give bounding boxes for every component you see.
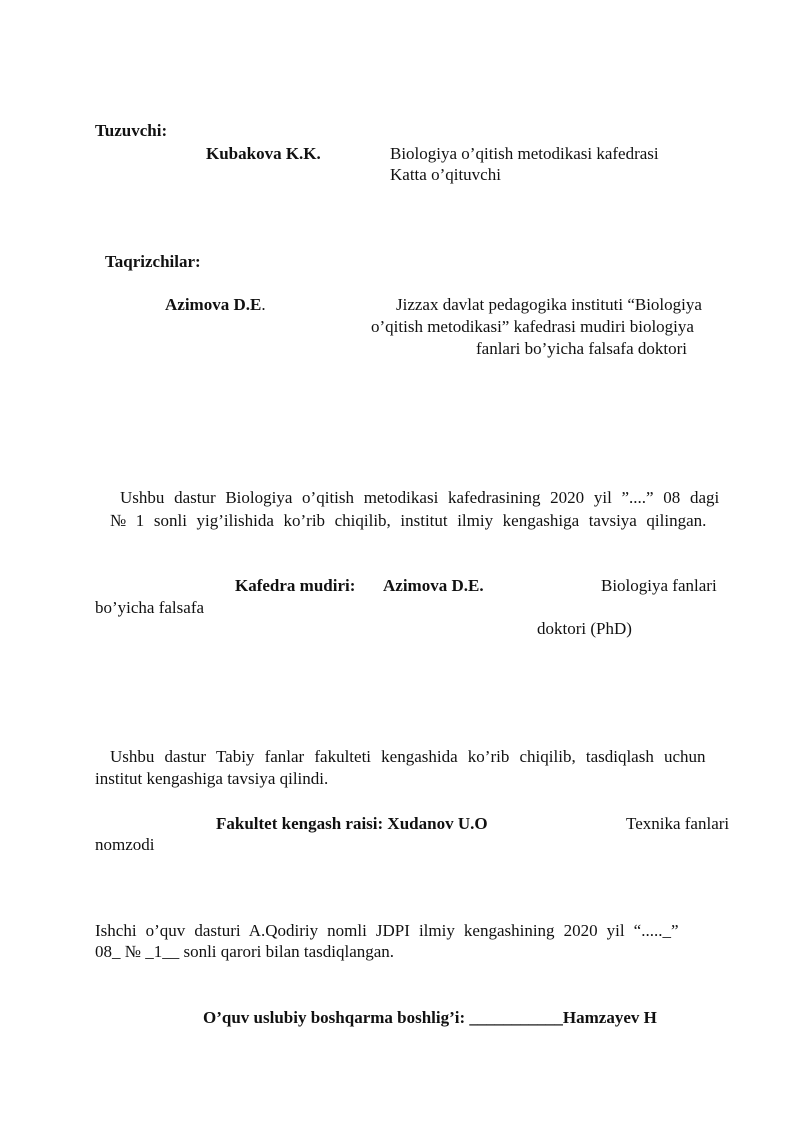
- reviewers-heading: Taqrizchilar:: [105, 252, 201, 271]
- department-head-title-part2: bo’yicha falsafa: [95, 598, 205, 617]
- reviewer-name-text: Azimova D.E: [165, 295, 262, 314]
- reviewer-name-suffix: .: [261, 295, 266, 314]
- compiler-heading: Tuzuvchi:: [95, 121, 168, 140]
- reviewer-name: [165, 294, 266, 316]
- approval-line2: 08_ № _1__ sonli qarori bilan tasdiqlangan.: [95, 942, 395, 961]
- methodology-head-label: O’quv uslubiy boshqarma boshlig’i: ___________Hamzayev H: [203, 1008, 657, 1027]
- faculty-chair-title-part1: Texnika fanlari: [626, 814, 730, 833]
- reviewer-position-line2: o’qitish metodikasi” kafedrasi mudiri biologiya: [371, 317, 694, 336]
- department-head-name: Azimova D.E.: [383, 576, 484, 595]
- reviewer-position-line1: Jizzax davlat pedagogika instituti “Biologiya: [396, 295, 702, 314]
- faculty-review-line2: institut kengashiga tavsiya qilindi.: [95, 769, 329, 788]
- approval-line1: Ishchi o’quv dasturi A.Qodiriy nomli JDPI ilmiy kengashining 2020 yil “....._”: [95, 921, 679, 940]
- compiler-position-line2: Katta o’qituvchi: [390, 165, 501, 184]
- department-head-title-part1: Biologiya fanlari: [601, 576, 717, 595]
- faculty-chair-title-part2: nomzodi: [95, 835, 155, 854]
- reviewer-position-line3: fanlari bo’yicha falsafa doktori: [476, 339, 687, 358]
- department-head-title-part3: doktori (PhD): [537, 619, 632, 638]
- department-review-line1: Ushbu dastur Biologiya o’qitish metodikasi kafedrasining 2020 yil ”....” 08 dagi: [120, 488, 720, 507]
- department-head-label: Kafedra mudiri:: [235, 576, 356, 595]
- faculty-chair-label: Fakultet kengash raisi: Xudanov U.O: [216, 814, 488, 833]
- compiler-name: Kubakova K.K.: [206, 144, 321, 163]
- compiler-position-line1: Biologiya o’qitish metodikasi kafedrasi: [390, 144, 659, 163]
- faculty-review-line1: Ushbu dastur Tabiy fanlar fakulteti kengashida ko’rib chiqilib, tasdiqlash uchun: [110, 747, 706, 766]
- department-review-line2: № 1 sonli yig’ilishida ko’rib chiqilib, institut ilmiy kengashiga tavsiya qilingan.: [110, 511, 707, 530]
